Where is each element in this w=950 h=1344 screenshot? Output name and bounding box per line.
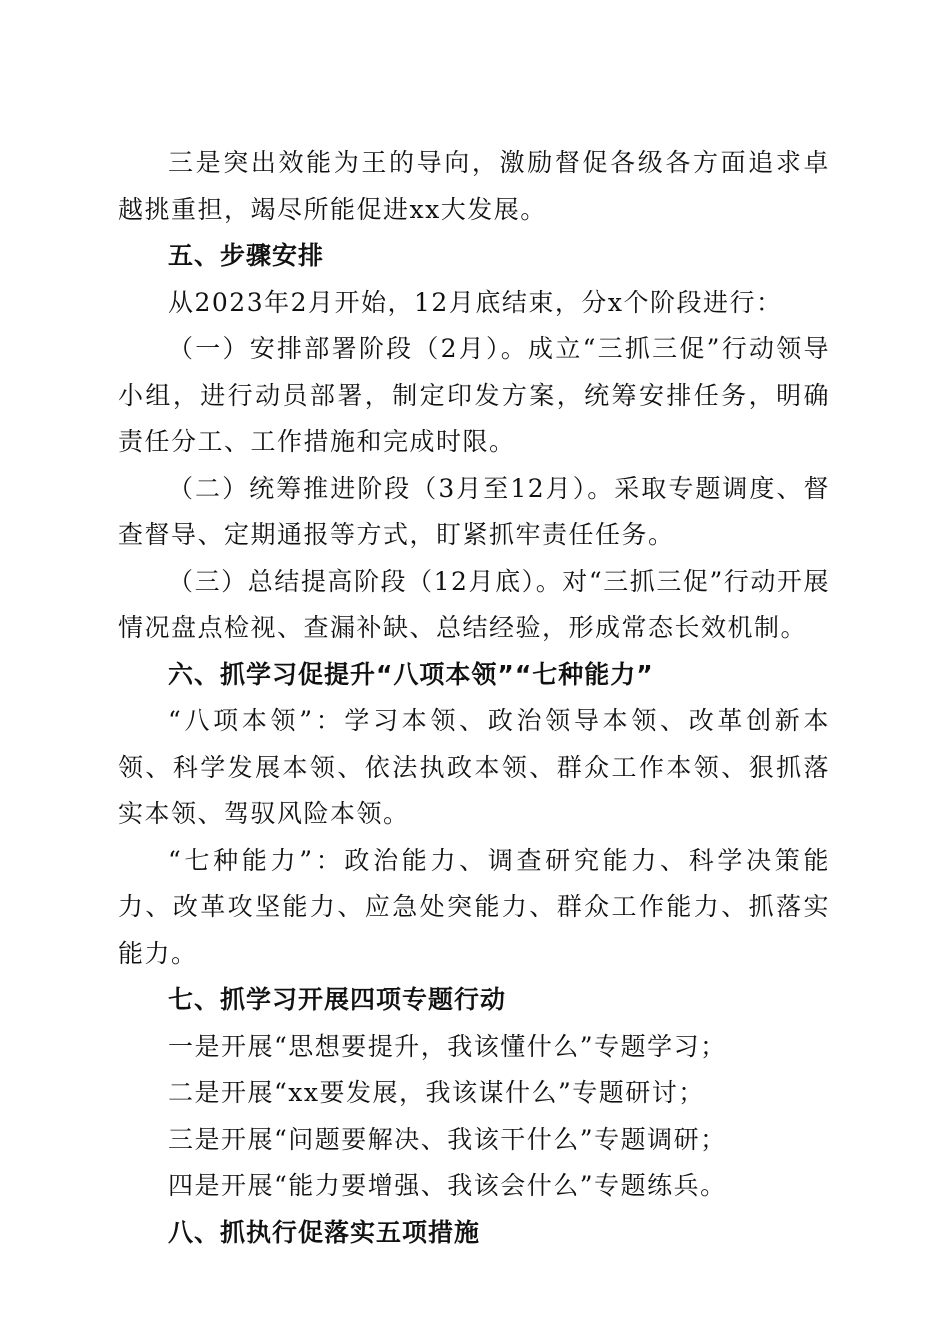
section-heading-steps: 五、步骤安排	[168, 241, 325, 270]
paragraph-action-four: 四是开展“能力要增强、我该会什么”专题练兵。	[168, 1171, 727, 1200]
document-body	[118, 140, 830, 1256]
section-heading-study-skills: 六、抓学习促提升“八项本领”“七种能力”	[168, 659, 654, 689]
paragraph-seven-abilities: “七种能力”：政治能力、调查研究能力、科学决策能力、改革攻坚能力、应急处突能力、群众工作能力、抓落实能力。	[118, 845, 830, 968]
section-heading-five-measures: 八、抓执行促落实五项措施	[168, 1217, 481, 1247]
paragraph-phase-two: （二）统筹推进阶段（3月至12月）。采取专题调度、督查督导、定期通报等方式，盯紧抓牢责任任务。	[118, 473, 830, 549]
paragraph-effectiveness-orientation: 三是突出效能为王的导向，激励督促各级各方面追求卓越挑重担，竭尽所能促进xx大发展。	[118, 148, 830, 224]
paragraph-schedule-overview: 从2023年2月开始，12月底结束，分x个阶段进行：	[168, 287, 783, 317]
paragraph-action-one: 一是开展“思想要提升，我该懂什么”专题学习；	[168, 1031, 727, 1061]
paragraph-phase-three: （三）总结提高阶段（12月底）。对“三抓三促”行动开展情况盘点检视、查漏补缺、总结经验，形成常态长效机制。	[118, 566, 830, 642]
paragraph-action-three: 三是开展“问题要解决、我该干什么”专题调研；	[168, 1124, 727, 1154]
paragraph-phase-one: （一）安排部署阶段（2月）。成立“三抓三促”行动领导小组，进行动员部署，制定印发方案，统筹安排任务，明确责任分工、工作措施和完成时限。	[118, 334, 830, 456]
section-heading-four-actions: 七、抓学习开展四项专题行动	[168, 985, 507, 1014]
paragraph-eight-skills: “八项本领”：学习本领、政治领导本领、改革创新本领、科学发展本领、依法执政本领、群众工作本领、狠抓落实本领、驾驭风险本领。	[118, 706, 830, 828]
paragraph-action-two: 二是开展“xx要发展，我该谋什么”专题研讨；	[168, 1078, 705, 1107]
